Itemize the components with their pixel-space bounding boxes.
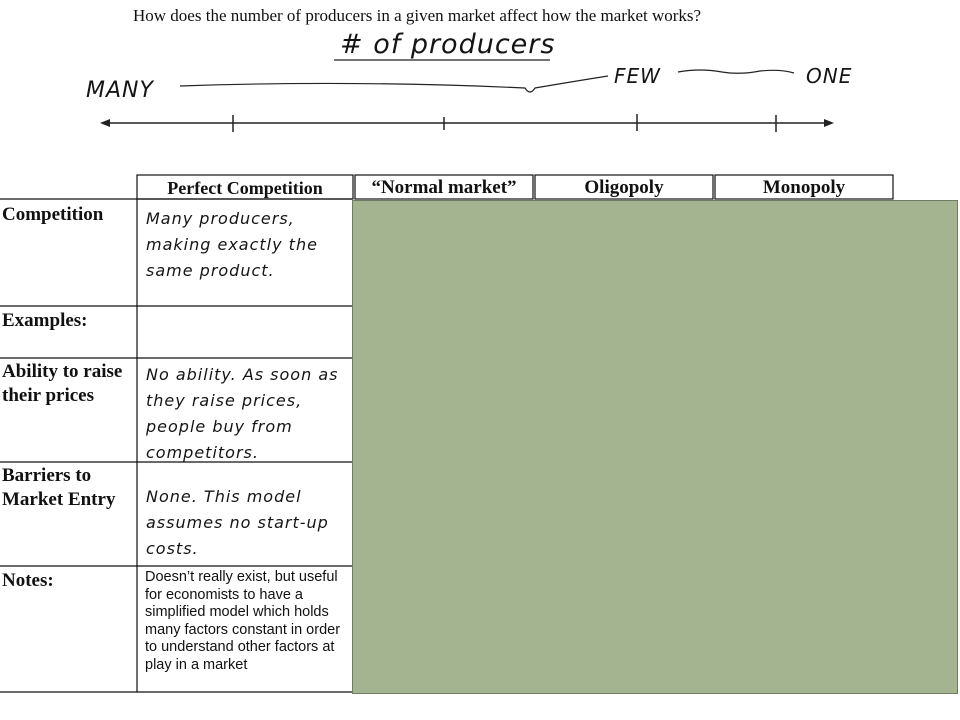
header-monopoly: Monopoly (762, 177, 846, 198)
cell-barriers-perfect: None. This model assumes no start-up costs. (146, 487, 329, 558)
worksheet-question: How does the number of producers in a given market affect how the market works? (133, 6, 702, 25)
scale-title: # of producers (340, 29, 556, 60)
scale-label-many: MANY (86, 78, 154, 103)
cell-ability-perfect: No ability. As soon as they raise prices, people buy from competitors. (146, 365, 339, 462)
header-oligopoly: Oligopoly (584, 177, 664, 198)
scale-label-one: ONE (806, 64, 853, 88)
scale-label-few: FEW (614, 64, 661, 88)
number-line-right-arrow (824, 119, 834, 127)
row-label-notes: Notes: (2, 570, 54, 591)
row-label-competition: Competition (2, 204, 104, 225)
cell-competition-perfect: Many producers, making exactly the same product. (146, 209, 318, 280)
wave-few-one (678, 70, 794, 73)
brace-many-few (180, 76, 608, 92)
header-perfect-competition: Perfect Competition (167, 178, 323, 198)
cover-overlay-box (352, 200, 958, 694)
row-label-ability: Ability to raise their prices (2, 361, 123, 406)
number-line-left-arrow (100, 119, 110, 127)
cell-notes-perfect: Doesn’t really exist, but useful for economists to have a simplified model which holds many factors constant in order to understand other factors at play in a market (145, 569, 341, 673)
header-normal-market: “Normal market” (371, 177, 517, 198)
row-label-examples: Examples: (2, 310, 88, 331)
row-label-barriers: Barriers to Market Entry (2, 465, 116, 510)
